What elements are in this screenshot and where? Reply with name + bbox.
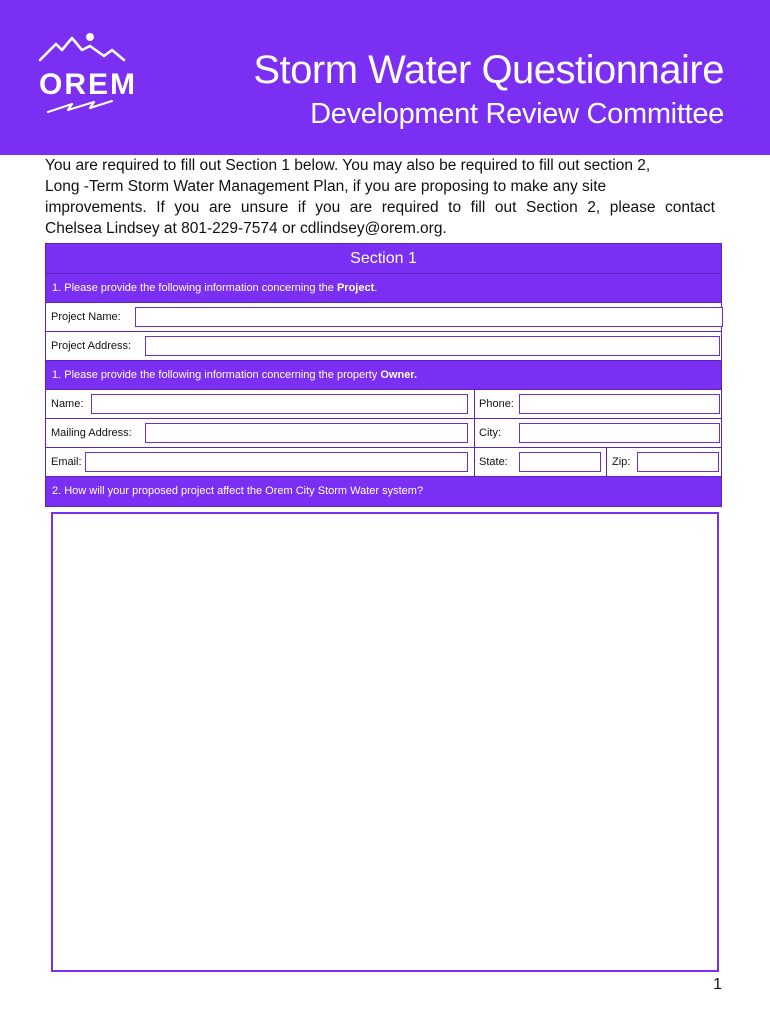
project-address-field[interactable] <box>145 336 720 356</box>
phone-label: Phone: <box>479 398 514 410</box>
intro-line: Long -Term Storm Water Management Plan, if you are proposing to make any site <box>45 178 607 195</box>
divider <box>474 390 475 418</box>
intro-line: You are required to fill out Section 1 below. You may also be required to fill out section 2, <box>45 157 651 174</box>
page-title: Storm Water Questionnaire <box>253 48 724 92</box>
owner-instruction-row <box>46 361 721 390</box>
question-2-text: 2. How will your proposed project affect the Orem City Storm Water system? <box>52 485 424 497</box>
project-name-field[interactable] <box>135 307 723 327</box>
city-field[interactable] <box>519 423 720 443</box>
email-state-zip-row <box>46 448 721 477</box>
section-title: Section 1 <box>350 250 417 267</box>
divider <box>606 448 607 476</box>
question-2-row <box>46 477 721 506</box>
intro-line: improvements. If you are unsure if you are required to fill out Section 2, please contact <box>45 199 715 216</box>
mailing-address-row <box>46 419 721 448</box>
instruction-text: . <box>374 282 378 294</box>
city-label: City: <box>479 427 501 439</box>
section-1-form <box>45 243 722 507</box>
page-number: 1 <box>713 976 722 993</box>
divider <box>474 419 475 447</box>
email-field[interactable] <box>85 452 468 472</box>
intro-line: Chelsea Lindsey at 801-229-7574 or cdlindsey@orem.org. <box>45 220 447 237</box>
intro-paragraph <box>45 155 715 239</box>
project-address-label: Project Address: <box>51 340 132 352</box>
zip-field[interactable] <box>637 452 719 472</box>
instruction-text: 1. Please provide the following information concerning the <box>52 282 337 294</box>
zip-label: Zip: <box>612 456 631 468</box>
project-instruction-row <box>46 274 721 303</box>
mailing-address-label: Mailing Address: <box>51 427 132 439</box>
project-address-row <box>46 332 721 361</box>
project-impact-answer-field[interactable] <box>51 512 719 972</box>
page-subtitle: Development Review Committee <box>310 98 724 130</box>
email-label: Email: <box>51 456 82 468</box>
mailing-address-field[interactable] <box>145 423 468 443</box>
project-instruction <box>46 274 721 303</box>
phone-field[interactable] <box>519 394 720 414</box>
project-name-row <box>46 303 721 332</box>
section-header <box>46 244 721 274</box>
instruction-emphasis: Owner. <box>380 369 418 381</box>
state-label: State: <box>479 456 508 468</box>
instruction-text: 1. Please provide the following information concerning the property <box>52 369 381 381</box>
instruction-emphasis: Project <box>336 282 375 294</box>
project-name-label: Project Name: <box>51 311 121 323</box>
svg-text:OREM: OREM <box>39 68 137 101</box>
state-field[interactable] <box>519 452 601 472</box>
orem-logo-icon <box>28 30 148 125</box>
owner-instruction <box>46 361 721 390</box>
name-label: Name: <box>51 398 84 410</box>
owner-name-row <box>46 390 721 419</box>
owner-name-field[interactable] <box>91 394 468 414</box>
page-header <box>0 0 770 155</box>
divider <box>474 448 475 476</box>
